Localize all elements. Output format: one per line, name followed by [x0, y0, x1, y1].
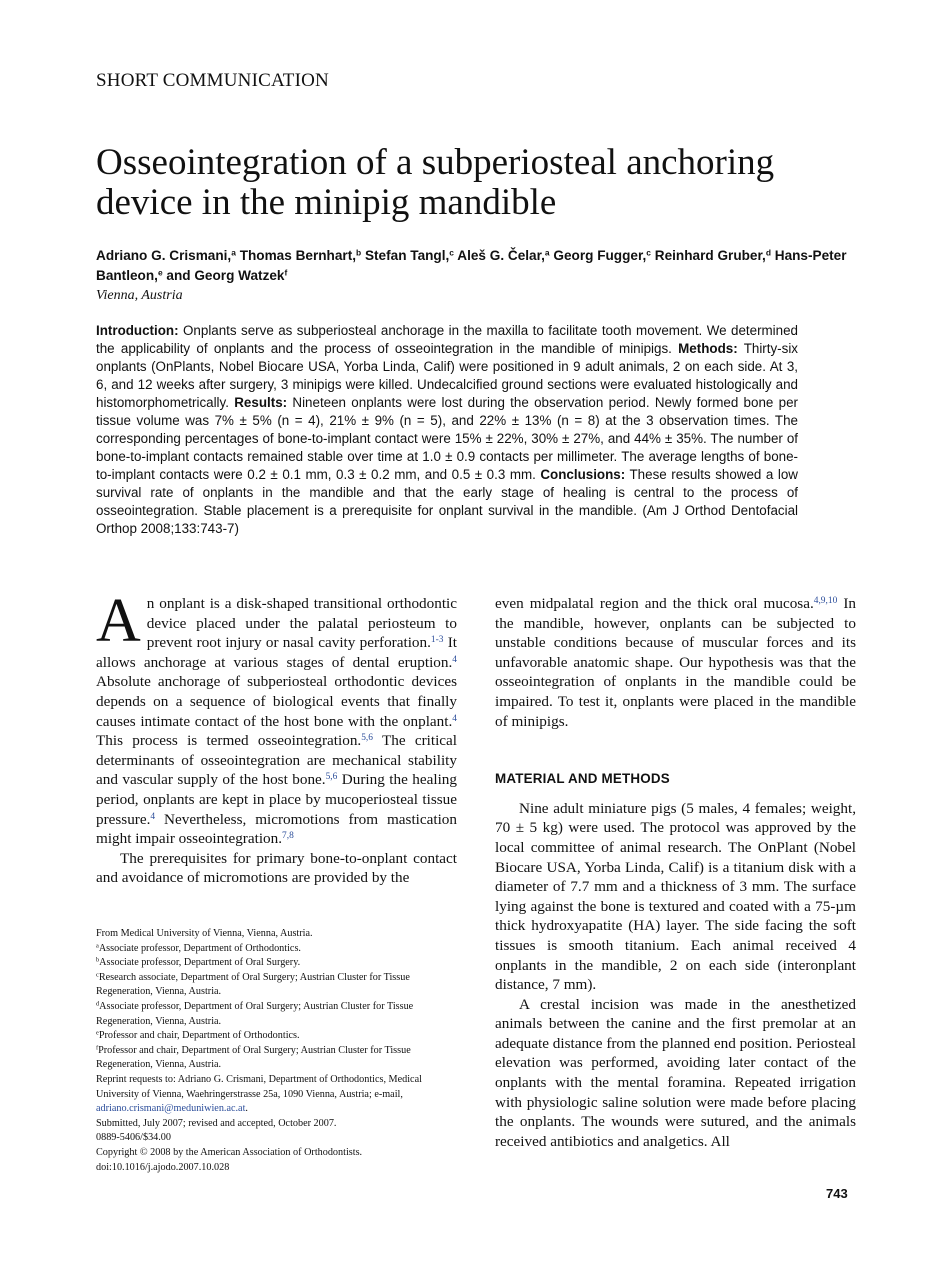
- author-name: Georg Fugger,: [553, 248, 647, 263]
- author-name: and Georg Watzek: [166, 268, 285, 283]
- abstract-intro-label: Introduction:: [96, 323, 179, 338]
- abstract-methods-label: Methods:: [678, 341, 738, 356]
- article-title: Osseointegration of a subperiosteal anchoring device in the minipig mandible: [96, 142, 775, 223]
- citation-ref[interactable]: 1-3: [430, 635, 444, 646]
- footnote-affiliation: $^b$Associate professor, Department of Oral Surgery.: [96, 956, 301, 969]
- author-name: Thomas Bernhart,: [239, 248, 357, 263]
- body-column-right: [495, 594, 856, 1151]
- page-number: 743: [826, 1186, 848, 1201]
- footnote-copyright: Copyright © 2008 by the American Association of Orthodontists.: [96, 1146, 363, 1158]
- citation-ref[interactable]: 4: [452, 654, 457, 665]
- author-name: Aleš G. Čelar,: [457, 248, 545, 263]
- citation-ref[interactable]: 7,8: [282, 830, 294, 841]
- abstract-conclusions-text: These results showed a low survival rate of onplants in the mandible and that the early stage of healing is central to the process of osseointegration. Stable placement is a prerequisite for onplant survival in the mandible. (Am J Orthod Dentofacial Orthop 2008;133:743-7): [96, 467, 798, 536]
- footnote-affiliations: [96, 942, 458, 1073]
- author-name: Reinhard Gruber,: [654, 248, 766, 263]
- footnote-affiliation: $^c$Research associate, Department of Oral Surgery; Austrian Cluster for Tissue Regeneration, Vienna, Austria.: [96, 971, 410, 998]
- citation-ref[interactable]: 4: [452, 713, 457, 724]
- drop-cap: A: [96, 587, 141, 655]
- footnote-reprint: [96, 1073, 458, 1117]
- author-affiliation-mark: a: [231, 247, 236, 258]
- footnotes: [96, 927, 458, 1175]
- abstract-results-text: Nineteen onplants were lost during the observation period. Newly formed bone per tissue volume was 7% ± 5% (n = 4), 21% ± 9% (n = 5), and 22% ± 13% (n = 8) at the 3 observation times. The corresponding percentages of bone-to-implant contact were 15% ± 22%, 30% ± 27%, and 44% ± 35%. The number of bone-to-implant contacts remained stable over time at 1.0 ± 0.9 contacts per millimeter. The average lengths of bone-to-implant contacts were 0.2 ± 0.1 mm, 0.3 ± 0.2 mm, and 0.5 ± 0.3 mm.: [96, 395, 798, 482]
- abstract-conclusions-label: Conclusions:: [540, 467, 626, 482]
- abstract: [96, 322, 798, 538]
- reprint-text: Reprint requests to: Adriano G. Crismani, Department of Orthodontics, Medical University of Vienna, Waehringerstrasse 25a, 1090 Vienna, Austria; e-mail,: [96, 1073, 422, 1100]
- intro-paragraph-2: The prerequisites for primary bone-to-onplant contact and avoidance of micromotions are provided by the: [96, 849, 457, 887]
- footnote-origin: From Medical University of Vienna, Vienna, Austria.: [96, 928, 313, 939]
- footnote-issn: 0889-5406/$34.00: [96, 1132, 171, 1144]
- footnote-affiliation: $^f$Professor and chair, Department of Oral Surgery; Austrian Cluster for Tissue Regeneration, Vienna, Austria.: [96, 1044, 411, 1071]
- citation-ref[interactable]: 5,6: [361, 732, 373, 743]
- abstract-methods-text: Thirty-six onplants (OnPlants, Nobel Biocare USA, Yorba Linda, Calif) were positioned in 9 adult animals, 2 on each side. At 3, 6, and 12 weeks after surgery, 3 minipigs were killed. Undecalcified ground sections were evaluated histologically and histomorphometrically.: [96, 341, 799, 410]
- intro-p1-text: n onplant is a disk-shaped transitional orthodontic device placed under the palatal periosteum to prevent root injury or nasal cavity perforation.$^{1-3}$ It allows anchorage at various stages of dental eruption.$^4$ Absolute anchorage of subperiosteal orthodontic devices depends on a sequence of biological events that finally causes intimate contact of the host bone with the onplant.$^4$ This process is termed osseointegration.$^{5,6}$ The critical determinants of osseointegration are mechanical stability and vascular supply of the host bone.$^{5,6}$ During the healing period, onplants are kept in place by mucoperiosteal tissue pressure.$^4$ Nevertheless, micromotions from mastication might impair osseointegration.$^{7,8}$: [96, 595, 457, 848]
- footnote-affiliation: $^e$Professor and chair, Department of Orthodontics.: [96, 1029, 300, 1042]
- abstract-intro-text: Onplants serve as subperiosteal anchorage in the maxilla to facilitate tooth movement. We determined the applicability of onplants and the process of osseointegration in the mandible of minipigs.: [96, 323, 798, 356]
- body-column-left: [96, 587, 457, 888]
- methods-heading: MATERIAL AND METHODS: [495, 771, 670, 787]
- author-affiliation-mark: e: [157, 267, 163, 278]
- author-list: [96, 246, 856, 286]
- citation-ref[interactable]: 5,6: [325, 772, 338, 783]
- author-location: Vienna, Austria: [96, 288, 183, 303]
- section-label: SHORT COMMUNICATION: [96, 70, 329, 91]
- author-affiliation-mark: b: [356, 247, 362, 258]
- intro-paragraph-2-cont: even midpalatal region and the thick oral mucosa.$^{4,9,10}$ In the mandible, however, onplants can be subjected to unstable conditions because of muscular forces and its unfavorable anatomic shape. Our hypothesis was that the osseointegration of onplants in the mandible could be impaired. To test it, onplants were placed in the mandible of minipigs.: [495, 595, 856, 730]
- footnote-affiliation: $^a$Associate professor, Department of Orthodontics.: [96, 942, 301, 954]
- email-period: .: [245, 1103, 248, 1115]
- footnote-submitted: Submitted, July 2007; revised and accepted, October 2007.: [96, 1117, 337, 1129]
- methods-paragraph-1: Nine adult miniature pigs (5 males, 4 females; weight, 70 ± 5 kg) were used. The protocol was approved by the local committee of animal research. The OnPlant (Nobel Biocare USA, Yorba Linda, Calif) is a titanium disk with a diameter of 7.7 mm and a thickness of 3 mm. The surface lying against the bone is textured and coated with a 75-µm thick hydroxyapatite (HA) layer. The side facing the soft tissues is smooth titanium. Each animal received 4 onplants in the mandible, 2 on each side (interonplant distance, 7 mm).: [495, 799, 856, 994]
- author-affiliation-mark: c: [449, 247, 454, 258]
- footnote-doi: doi:10.1016/j.ajodo.2007.10.028: [96, 1161, 230, 1173]
- author-affiliation-mark: a: [544, 247, 550, 258]
- abstract-results-label: Results:: [234, 395, 288, 410]
- author-name: Stefan Tangl,: [364, 248, 450, 263]
- author-affiliation-mark: f: [284, 267, 288, 278]
- methods-paragraph-2: A crestal incision was made in the anesthetized animals between the canine and the first premolar at an adequate distance from the planned end position. Periosteal elevation was performed, avoiding later contact of the onplants with the mental foramina. Repeated irrigation with physiologic saline solution were made before placing the onplants. The wounds were sutured, and the animals received antibiotics and analgetics. All: [495, 995, 857, 1150]
- citation-ref[interactable]: 4: [150, 811, 156, 822]
- citation-ref[interactable]: 4,9,10: [813, 595, 838, 606]
- author-affiliation-mark: d: [765, 247, 771, 258]
- author-name: Adriano G. Crismani,: [96, 248, 232, 263]
- intro-paragraph-1: [96, 587, 457, 849]
- author-affiliation-mark: c: [646, 247, 651, 258]
- footnote-affiliation: $^d$Associate professor, Department of Oral Surgery; Austrian Cluster for Tissue Regeneration, Vienna, Austria.: [96, 1000, 414, 1027]
- author-name: Hans-Peter Bantleon,: [96, 248, 847, 283]
- email-link[interactable]: adriano.crismani@meduniwien.ac.at: [96, 1103, 246, 1115]
